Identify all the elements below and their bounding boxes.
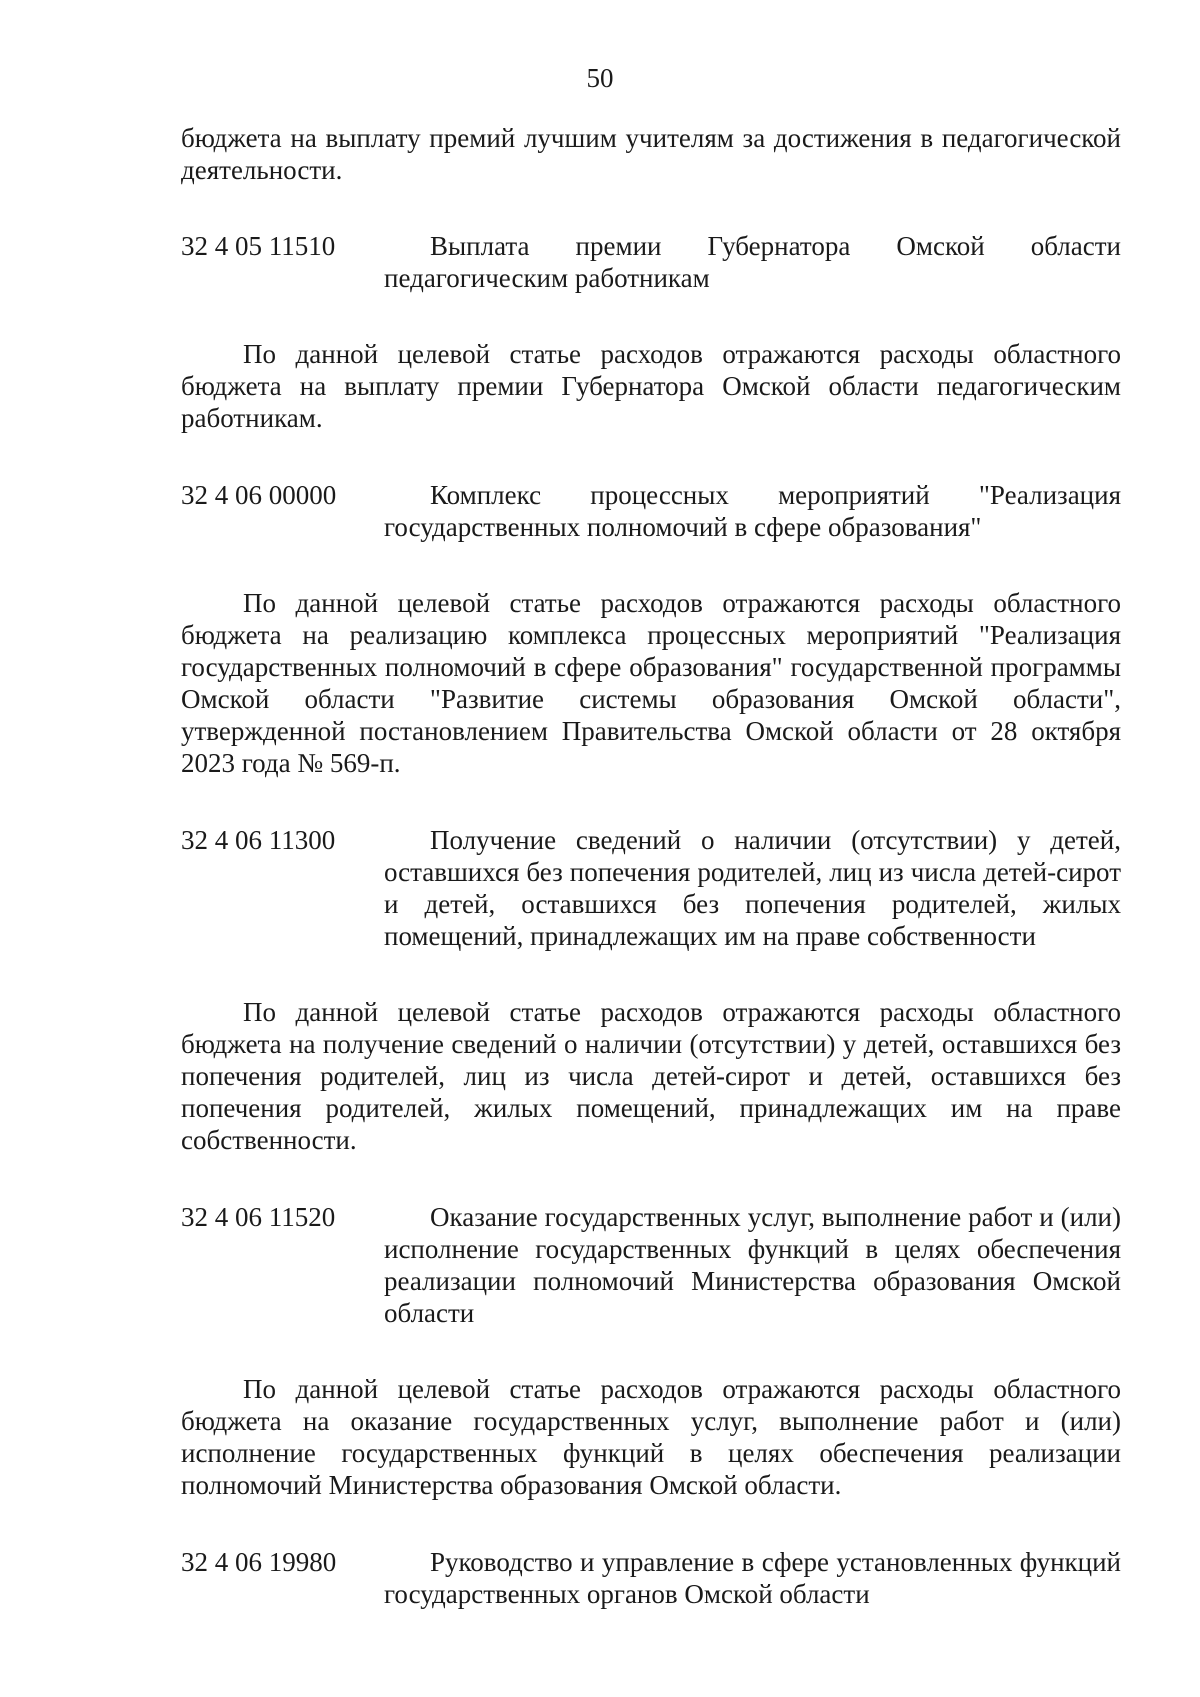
article-code: 32 4 06 11520 bbox=[181, 1202, 336, 1232]
page-content bbox=[181, 122, 1121, 1654]
article-heading bbox=[181, 824, 1121, 952]
page-number: 50 bbox=[586, 63, 614, 93]
article-heading bbox=[181, 1201, 1121, 1329]
article-description: По данной целевой статье расходов отражаются расходы областного бюджета на оказание государственных услуг, выполнение работ и (или) исполнение государственных функций в целях обеспечения реализации полномочий Министерства образования Омской области. bbox=[181, 1374, 1121, 1500]
article-heading bbox=[181, 230, 1121, 294]
article-heading bbox=[181, 1546, 1121, 1610]
article-description: По данной целевой статье расходов отражаются расходы областного бюджета на выплату премии Губернатора Омской области педагогическим работникам. bbox=[181, 339, 1121, 433]
article-title: Получение сведений о наличии (отсутствии) у детей, оставшихся без попечения родителей, лиц из числа детей-сирот и детей, оставшихся без попечения родителей, жилых помещений, принадлежащих им на праве собственности bbox=[384, 825, 1121, 951]
article-title: Оказание государственных услуг, выполнение работ и (или) исполнение государственных функций в целях обеспечения реализации полномочий Министерства образования Омской области bbox=[384, 1202, 1121, 1328]
article-title: Выплата премии Губернатора Омской области педагогическим работникам bbox=[384, 231, 1121, 293]
article-title: Руководство и управление в сфере установленных функций государственных органов Омской области bbox=[384, 1547, 1121, 1609]
article-title: Комплекс процессных мероприятий "Реализация государственных полномочий в сфере образования" bbox=[384, 480, 1121, 542]
article-code: 32 4 06 00000 bbox=[181, 480, 337, 510]
article-heading bbox=[181, 479, 1121, 543]
article-code: 32 4 05 11510 bbox=[181, 231, 336, 261]
article-code: 32 4 06 11300 bbox=[181, 825, 336, 855]
article-code: 32 4 06 19980 bbox=[181, 1547, 337, 1577]
article-description: По данной целевой статье расходов отражаются расходы областного бюджета на получение сведений о наличии (отсутствии) у детей, оставшихся без попечения родителей, лиц из числа детей-сирот и детей, оставшихся без попечения родителей, жилых помещений, принадлежащих им на праве собственности. bbox=[181, 997, 1121, 1155]
article-description: По данной целевой статье расходов отражаются расходы областного бюджета на реализацию комплекса процессных мероприятий "Реализация государственных полномочий в сфере образования" государственной программы Омской области "Развитие системы образования Омской области", утвержденной постановлением Правительства Омской области от 28 октября 2023 года № 569-п. bbox=[181, 588, 1121, 778]
continuation-paragraph: бюджета на выплату премий лучшим учителям за достижения в педагогической деятельности. bbox=[181, 123, 1121, 185]
